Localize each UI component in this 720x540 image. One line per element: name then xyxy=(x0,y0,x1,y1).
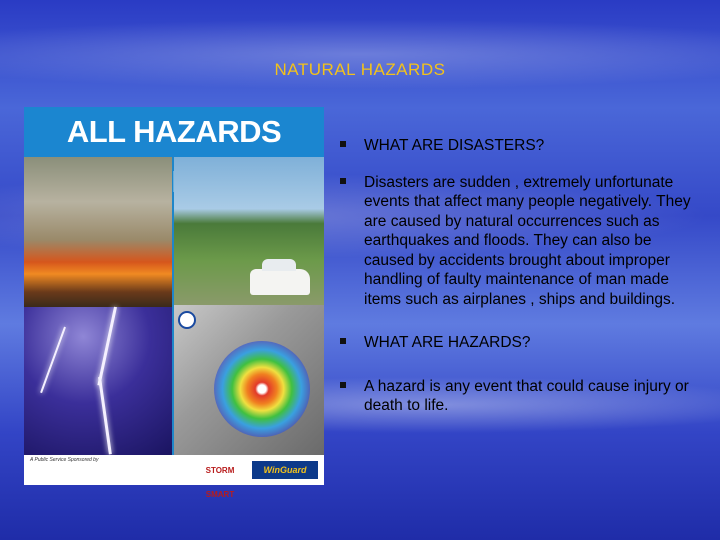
sponsor-strip xyxy=(24,455,324,499)
lightning-bolt xyxy=(97,307,117,386)
guide-heading: ALL HAZARDS xyxy=(24,107,324,157)
list-item xyxy=(340,136,692,156)
square-bullet-icon xyxy=(340,382,346,388)
bullet-list xyxy=(340,136,692,433)
lightning-bolt xyxy=(40,327,66,393)
list-item xyxy=(340,173,692,310)
bullet-text: WHAT ARE HAZARDS? xyxy=(364,334,531,351)
lightning-bolt xyxy=(98,377,112,455)
hurricane-satellite-photo xyxy=(174,305,324,455)
sponsor-text: A Public Service Sponsored by xyxy=(30,457,99,463)
police-car-shape xyxy=(250,269,310,295)
list-item xyxy=(340,333,692,353)
flooded-road-photo xyxy=(174,157,324,305)
all-hazards-guide-image xyxy=(24,107,324,499)
bullet-text: Disasters are sudden , extremely unfortunate events that affect many people negatively. They are caused by natural occurrences such as earthquakes and floods. They can also be caused by accidents brought about improper handling of faulty maintenance of man made items such as airplanes , ships and buildings. xyxy=(364,173,691,308)
bullet-text: WHAT ARE DISASTERS? xyxy=(364,137,545,154)
bullet-text: A hazard is any event that could cause injury or death to life. xyxy=(364,377,689,414)
noaa-logo-icon xyxy=(178,311,196,329)
list-item xyxy=(340,377,692,416)
square-bullet-icon xyxy=(340,178,346,184)
hurricane-swirl xyxy=(214,341,310,437)
square-bullet-icon xyxy=(340,338,346,344)
lightning-photo xyxy=(24,307,172,455)
wildfire-photo xyxy=(24,157,172,307)
square-bullet-icon xyxy=(340,141,346,147)
winguard-logo: WinGuard xyxy=(252,461,318,479)
slide-title: NATURAL HAZARDS xyxy=(274,60,446,79)
storm-smart-logo: STORM SMART xyxy=(205,466,235,499)
